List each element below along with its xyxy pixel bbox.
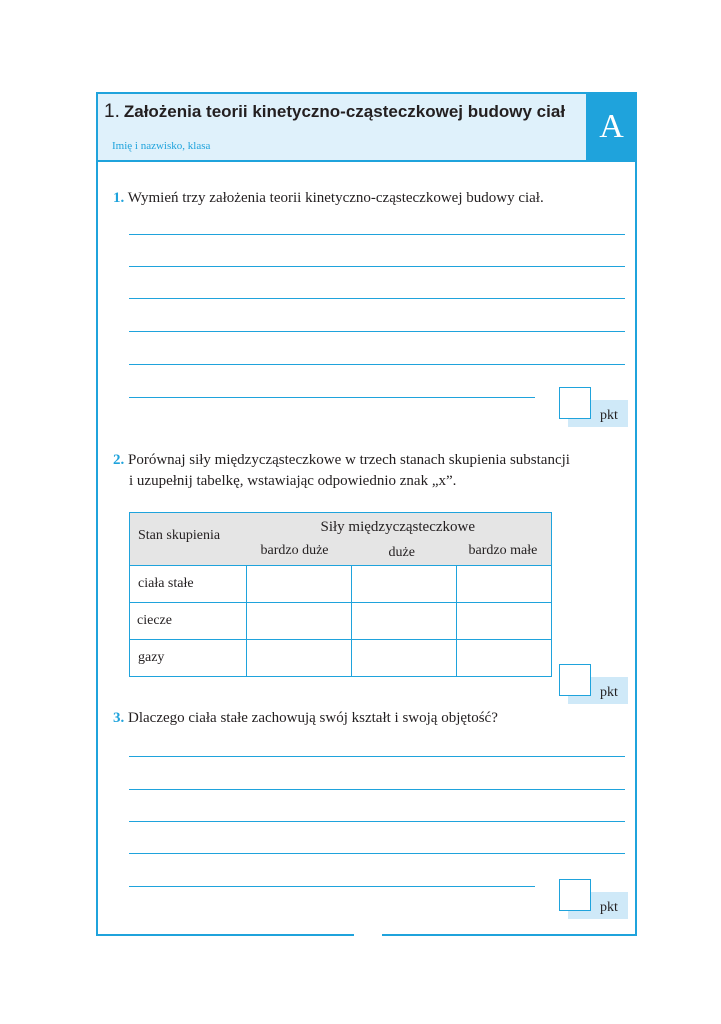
table-header-cell (130, 513, 247, 566)
state-header: Stan skupienia (138, 528, 221, 543)
question-text: Wymień trzy założenia teorii kinetyczno-cząsteczkowej budowy ciał. (127, 190, 544, 206)
answer-line[interactable] (129, 789, 625, 790)
row-label: ciała stałe (130, 566, 247, 603)
title-number: 1. (104, 101, 120, 122)
answer-cell[interactable] (247, 603, 352, 640)
answer-cell[interactable] (352, 566, 457, 603)
points-label: pkt (600, 685, 618, 700)
answer-line[interactable] (129, 756, 625, 757)
answer-line[interactable] (129, 853, 625, 854)
answer-line[interactable] (129, 364, 625, 365)
frame-left-border (96, 92, 98, 936)
column-header: duże (388, 545, 415, 560)
points-box[interactable] (559, 387, 591, 419)
points-label: pkt (600, 900, 618, 915)
answer-cell[interactable] (457, 603, 552, 640)
question-text: Dlaczego ciała stałe zachowują swój kształt i swoją objętość? (128, 710, 498, 726)
answer-cell[interactable] (457, 566, 552, 603)
table-row (130, 603, 552, 640)
column-header: bardzo małe (468, 543, 538, 558)
row-label: gazy (130, 640, 247, 677)
question-2 (113, 450, 629, 492)
frame-bottom-border (382, 934, 637, 936)
page-title (104, 101, 584, 123)
frame-right-border (635, 92, 637, 936)
question-number: 2. (113, 452, 125, 468)
question-text-line-1: Porównaj siły międzycząsteczkowe w trzech stanach skupienia substancji (128, 452, 570, 468)
question-text-line-2: i uzupełnij tabelkę, wstawiając odpowiednio znak „x”. (129, 473, 457, 489)
answer-cell[interactable] (352, 640, 457, 677)
table-row (130, 640, 552, 677)
question-number: 3. (113, 710, 125, 726)
name-field-label[interactable]: Imię i nazwisko, klasa (112, 140, 211, 152)
answer-cell[interactable] (457, 640, 552, 677)
variant-badge: A (588, 94, 635, 162)
title-text: Założenia teorii kinetyczno-cząsteczkowej budowy ciał (123, 102, 566, 121)
question-1 (113, 188, 623, 209)
points-box[interactable] (559, 664, 591, 696)
points-label: pkt (600, 408, 618, 423)
points-box[interactable] (559, 879, 591, 911)
column-header: bardzo duże (260, 543, 329, 558)
forces-header: Siły międzycząsteczkowe (320, 519, 476, 535)
answer-line[interactable] (129, 886, 535, 887)
question-number: 1. (113, 190, 125, 206)
table-header-cell (247, 513, 552, 566)
answer-cell[interactable] (352, 603, 457, 640)
answer-line[interactable] (129, 397, 535, 398)
frame-bottom-border (96, 934, 354, 936)
answer-line[interactable] (129, 298, 625, 299)
answer-line[interactable] (129, 821, 625, 822)
forces-table (129, 512, 552, 677)
answer-line[interactable] (129, 266, 625, 267)
answer-cell[interactable] (247, 566, 352, 603)
table-row (130, 566, 552, 603)
row-label: ciecze (130, 603, 247, 640)
answer-cell[interactable] (247, 640, 352, 677)
answer-line[interactable] (129, 234, 625, 235)
question-3 (113, 708, 623, 729)
answer-line[interactable] (129, 331, 625, 332)
